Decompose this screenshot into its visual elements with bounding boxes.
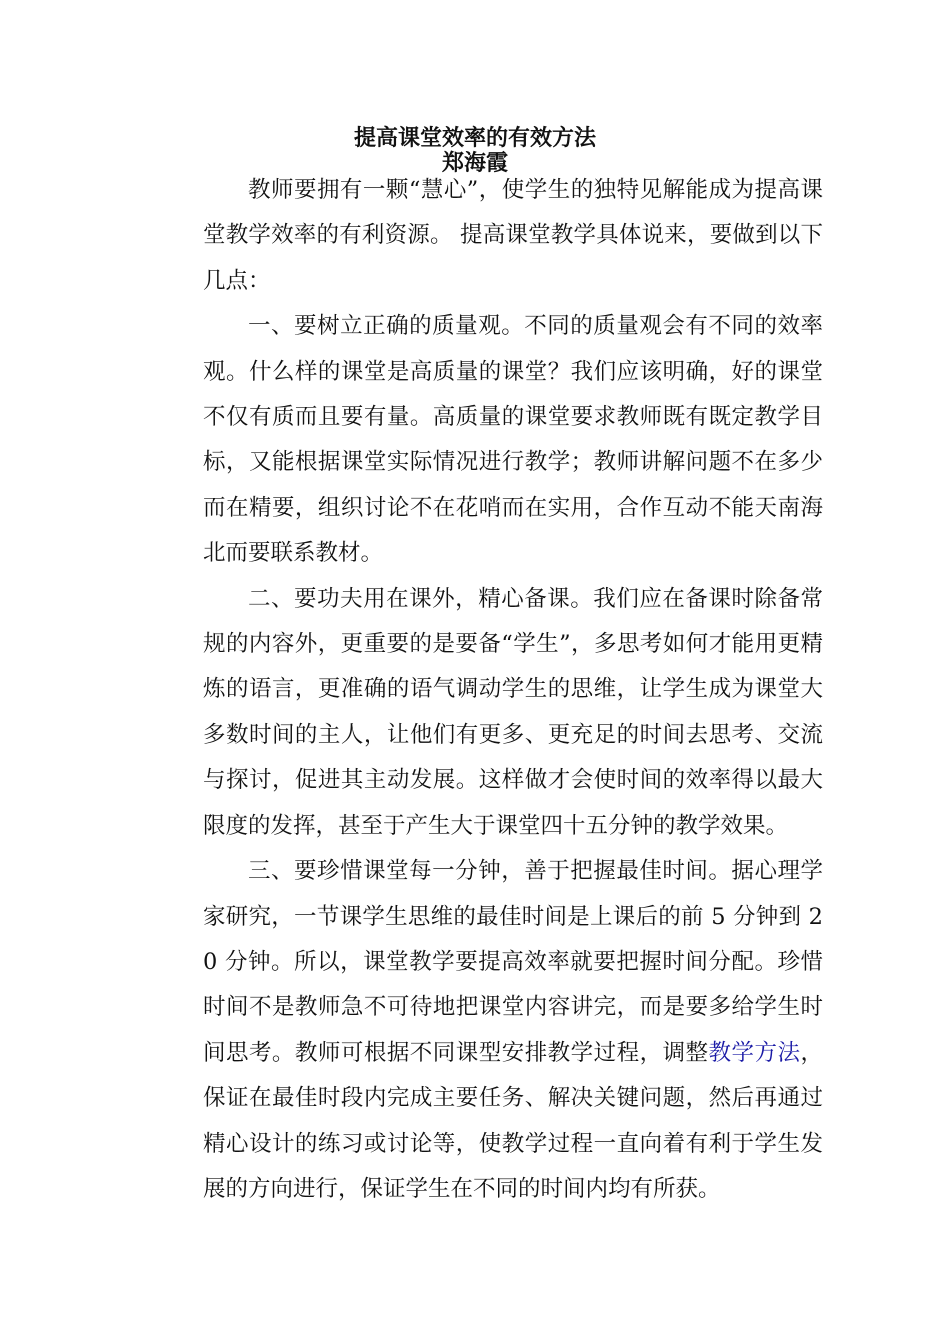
document-author: 郑海霞 [441, 150, 508, 176]
paragraph-point-two: 二、要功夫用在课外，精心备课。我们应在备课时除备常规的内容外，更重要的是要备“学生”，多思考如何才能用更精炼的语言，更准确的语气调动学生的思维，让学生成为课堂大多数时间的主人，让他们有更多、更充足的时间去思考、交流与探讨，促进其主动发展。这样做才会使时间的效率得以最大限度的发挥，甚至于产生大于课堂四十五分钟的教学效果。 [203, 585, 823, 839]
paragraph-point-three-text-before: 三、要珍惜课堂每一分钟，善于把握最佳时间。据心理学家研究，一节课学生思维的最佳时间是上课后的前 5 分钟到 20 分钟。所以，课堂教学要提高效率就要把握时间分配。珍惜时间不是教师急不可待地把课堂内容讲完，而是要多给学生时间思考。教师可根据不同课型安排教学过程，调整 [203, 858, 823, 1066]
paragraph-point-three-text-after: ，保证在最佳时段内完成主要任务、解决关键问题，然后再通过精心设计的练习或讨论等，使教学过程一直向着有利于学生发展的方向进行，保证学生在不同的时间内均有所获。 [203, 1039, 823, 1202]
paragraph-intro: 教师要拥有一颗“慧心”，使学生的独特见解能成为提高课堂教学效率的有利资源。 提高课堂教学具体说来，要做到以下几点： [203, 177, 823, 294]
document-body [203, 168, 823, 1212]
teaching-method-link[interactable]: 教学方法 [708, 1039, 801, 1066]
document-title: 提高课堂效率的有效方法 [353, 125, 596, 151]
paragraph-point-one: 一、要树立正确的质量观。不同的质量观会有不同的效率观。什么样的课堂是高质量的课堂？我们应该明确，好的课堂不仅有质而且要有量。高质量的课堂要求教师既有既定教学目标，又能根据课堂实际情况进行教学；教师讲解问题不在多少而在精要，组织讨论不在花哨而在实用，合作互动不能天南海北而要联系教材。 [203, 313, 823, 567]
paragraph-point-three [203, 849, 823, 1212]
